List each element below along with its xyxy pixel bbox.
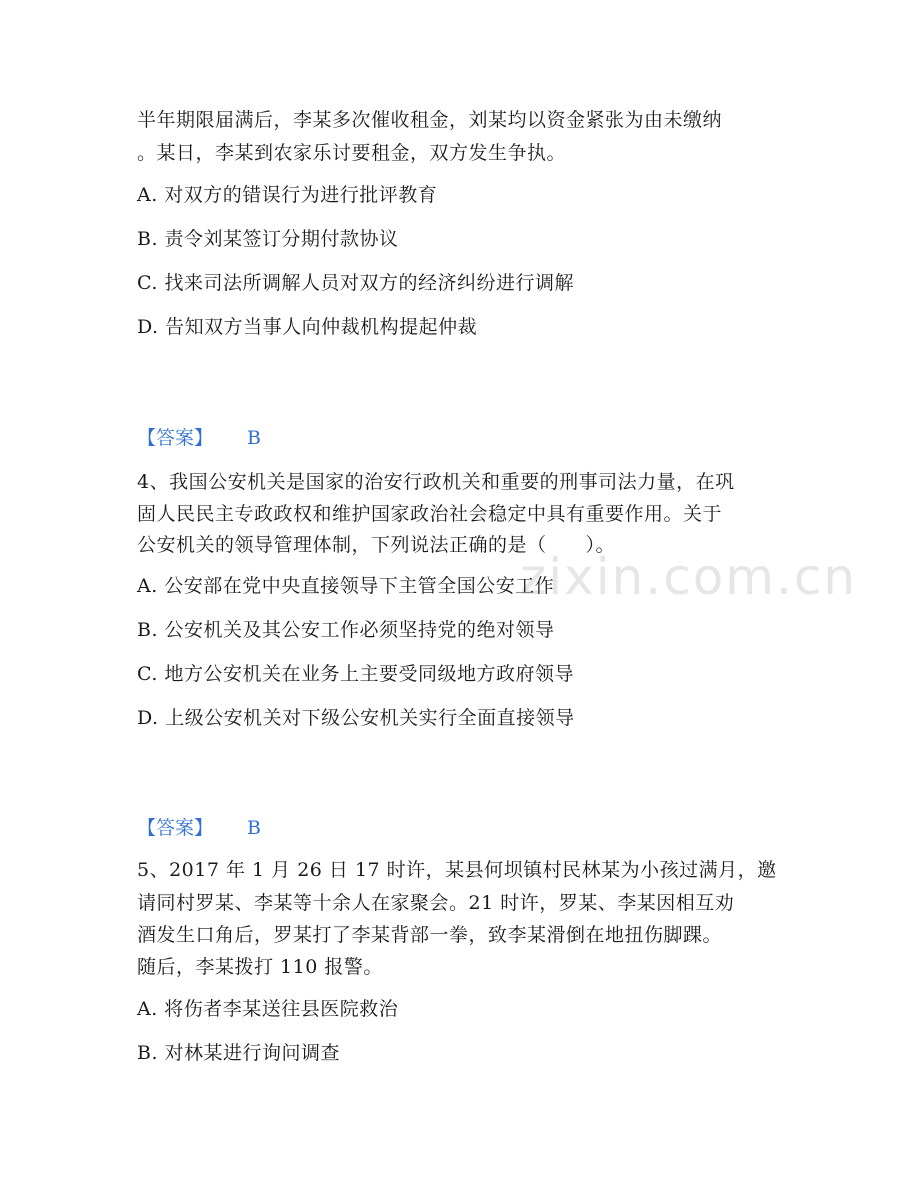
question-5-stem-line-4: 随后，李某拨打 110 报警。	[137, 956, 383, 978]
question-4-stem-line-2: 固人民民主专政政权和维护国家政治社会稳定中具有重要作用。关于	[137, 503, 723, 525]
question-3-option-c: C. 找来司法所调解人员对双方的经济纠纷进行调解	[137, 272, 574, 294]
question-4-stem-line-3: 公安机关的领导管理体制，下列说法正确的是（ ）。	[137, 534, 616, 556]
question-5-stem-line-2: 请同村罗某、李某等十余人在家聚会。21 时许，罗某、李某因相互劝	[137, 892, 735, 914]
question-4-option-b: B. 公安机关及其公安工作必须坚持党的绝对领导	[137, 619, 555, 641]
question-3-stem-line-2: 。某日，李某到农家乐讨要租金，双方发生争执。	[137, 142, 567, 164]
question-3-stem-line-1: 半年期限届满后，李某多次催收租金，刘某均以资金紧张为由未缴纳	[137, 109, 723, 131]
answer-label: 【答案】	[137, 817, 214, 839]
question-4-option-a: A. 公安部在党中央直接领导下主管全国公安工作	[137, 575, 555, 597]
question-3-option-a: A. 对双方的错误行为进行批评教育	[137, 184, 438, 206]
question-4-answer	[137, 816, 261, 840]
question-3-option-d: D. 告知双方当事人向仲裁机构提起仲裁	[137, 316, 478, 338]
question-3-option-b: B. 责令刘某签订分期付款协议	[137, 228, 399, 250]
question-4-option-d: D. 上级公安机关对下级公安机关实行全面直接领导	[137, 707, 575, 729]
answer-value: B	[247, 817, 261, 839]
question-5-option-a: A. 将伤者李某送往县医院救治	[137, 998, 399, 1020]
question-4-option-c: C. 地方公安机关在业务上主要受同级地方政府领导	[137, 663, 574, 685]
question-3-answer	[137, 426, 261, 450]
question-5-stem-line-3: 酒发生口角后，罗某打了李某背部一拳，致李某滑倒在地扭伤脚踝。	[137, 924, 723, 946]
answer-value: B	[247, 427, 261, 449]
question-4-stem-line-1: 4、我国公安机关是国家的治安行政机关和重要的刑事司法力量，在巩	[137, 471, 735, 493]
question-5-option-b: B. 对林某进行询问调查	[137, 1042, 341, 1064]
watermark: zixin.com.cn	[520, 548, 858, 606]
answer-label: 【答案】	[137, 427, 214, 449]
question-5-stem-line-1: 5、2017 年 1 月 26 日 17 时许，某县何坝镇村民林某为小孩过满月，邀	[137, 859, 777, 881]
